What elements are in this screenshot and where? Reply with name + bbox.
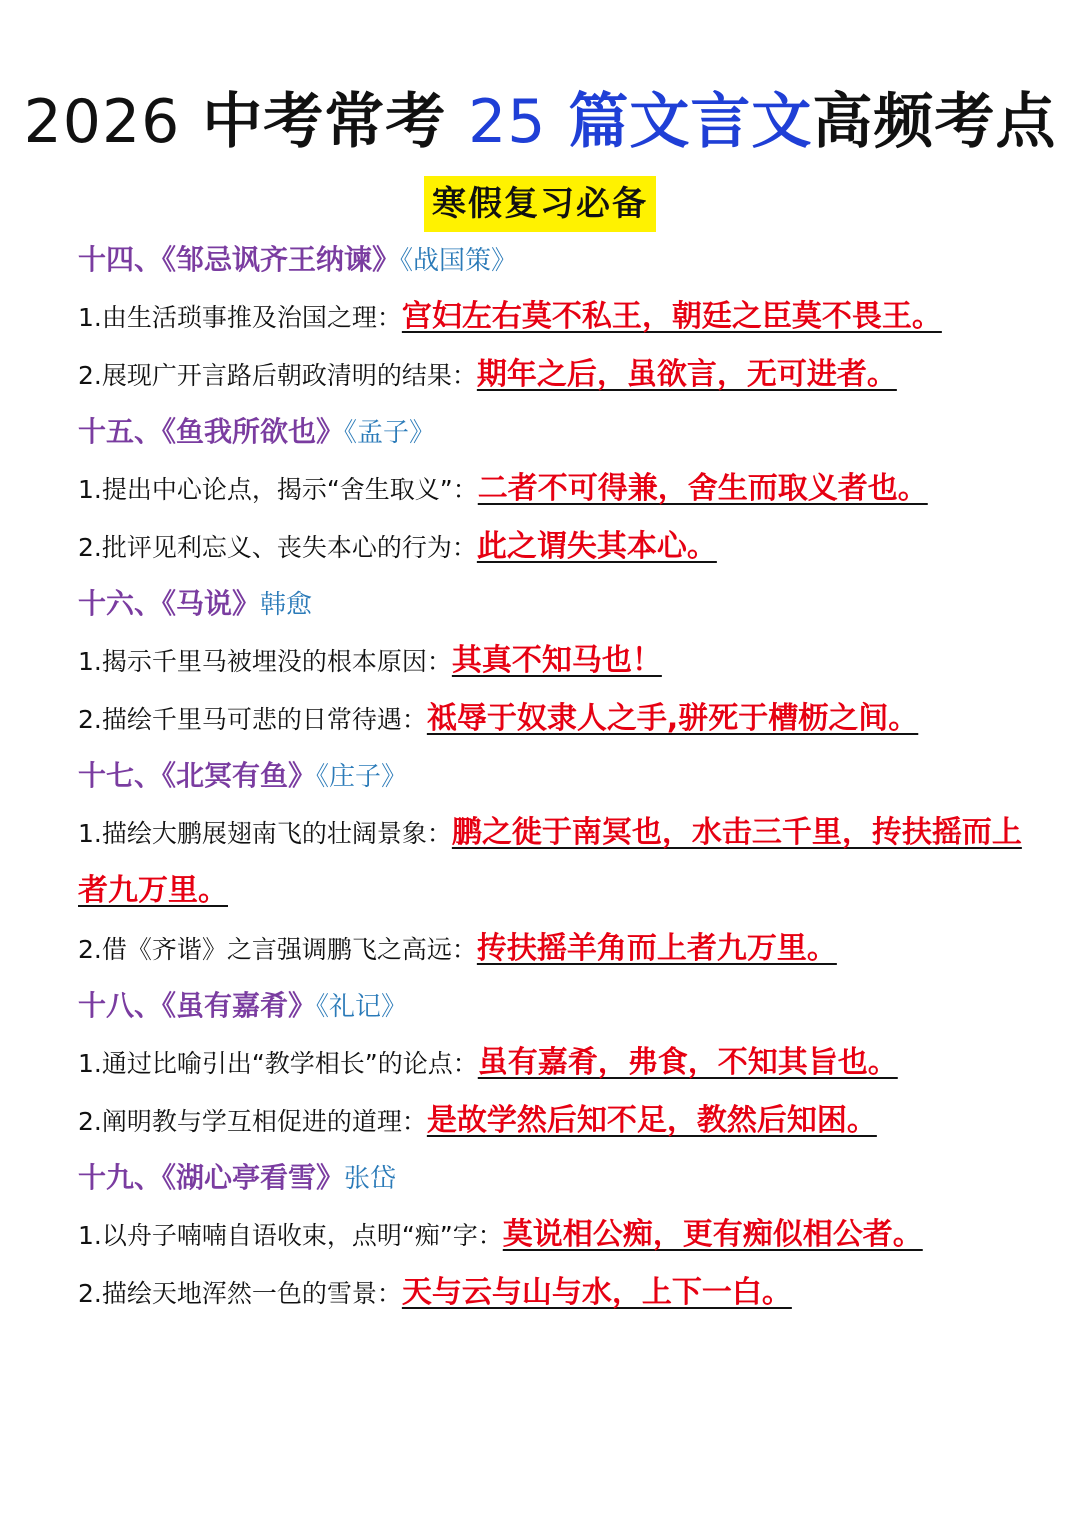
list-item bbox=[78, 288, 1038, 346]
section-source: 《战国策》 bbox=[400, 246, 518, 276]
subtitle-wrap bbox=[0, 176, 1080, 232]
section-title: 十九、《湖心亭看雪》 bbox=[78, 1161, 345, 1194]
item-answer: 天与云与山与水，上下一白。 bbox=[401, 1275, 792, 1310]
item-question: 1.提出中心论点，揭示“舍生取义”： bbox=[78, 475, 478, 504]
section-source: 《礼记》 bbox=[316, 992, 408, 1022]
section-title: 十四、《邹忌讽齐王纳谏》 bbox=[78, 243, 401, 276]
list-item bbox=[78, 1034, 1038, 1092]
title-text-blue: 篇文言文 bbox=[546, 87, 813, 157]
list-item bbox=[78, 460, 1038, 518]
section-source: 韩愈 bbox=[260, 590, 313, 620]
section-title: 十七、《北冥有鱼》 bbox=[78, 759, 317, 792]
item-question: 2.阐明教与学互相促进的道理： bbox=[78, 1107, 427, 1136]
item-answer: 期年之后，虽欲言，无可进者。 bbox=[476, 357, 897, 392]
section-heading bbox=[78, 748, 1038, 804]
section-title: 十八、《虽有嘉肴》 bbox=[78, 989, 317, 1022]
section-heading bbox=[78, 1150, 1038, 1206]
section-title: 十五、《鱼我所欲也》 bbox=[78, 415, 345, 448]
item-question: 2.描绘天地浑然一色的雪景： bbox=[78, 1279, 402, 1308]
item-answer: 此之谓失其本心。 bbox=[476, 529, 717, 564]
list-item bbox=[78, 1206, 1038, 1264]
list-item bbox=[78, 518, 1038, 576]
section-heading bbox=[78, 232, 1038, 288]
list-item bbox=[78, 690, 1038, 748]
section-title: 十六、《马说》 bbox=[78, 587, 261, 620]
item-answer: 是故学然后知不足，教然后知困。 bbox=[426, 1103, 877, 1138]
title-text-2: 高频考点 bbox=[812, 87, 1057, 157]
item-answer: 莫说相公痴，更有痴似相公者。 bbox=[502, 1217, 923, 1252]
page-title bbox=[0, 82, 1080, 162]
section-heading bbox=[78, 404, 1038, 460]
content bbox=[78, 232, 1038, 1322]
item-answer: 其真不知马也！ bbox=[451, 643, 662, 678]
item-question: 1.描绘大鹏展翅南飞的壮阔景象： bbox=[78, 819, 452, 848]
item-question: 2.批评见利忘义、丧失本心的行为： bbox=[78, 533, 477, 562]
title-text-1: 中考常考 bbox=[180, 87, 469, 157]
item-answer: 鹏之徙于南冥也，水击三千里，抟扶摇而上者九万里。 bbox=[78, 815, 1022, 908]
item-question: 1.由生活琐事推及治国之理： bbox=[78, 303, 402, 332]
section-source: 《庄子》 bbox=[316, 762, 408, 792]
list-item bbox=[78, 1092, 1038, 1150]
item-answer: 二者不可得兼，舍生而取义者也。 bbox=[477, 471, 928, 506]
section-source: 《孟子》 bbox=[344, 418, 436, 448]
section-heading bbox=[78, 978, 1038, 1034]
item-question: 2.描绘千里马可悲的日常待遇： bbox=[78, 705, 427, 734]
item-answer: 抟扶摇羊角而上者九万里。 bbox=[476, 931, 837, 966]
section-source: 张岱 bbox=[344, 1164, 397, 1194]
section-heading bbox=[78, 576, 1038, 632]
item-question: 1.以舟子喃喃自语收束，点明“痴”字： bbox=[78, 1221, 503, 1250]
title-count: 25 bbox=[468, 87, 547, 157]
item-question: 2.借《齐谐》之言强调鹏飞之高远： bbox=[78, 935, 477, 964]
item-answer: 祗辱于奴隶人之手,骈死于槽枥之间。 bbox=[426, 701, 919, 736]
item-answer: 虽有嘉肴，弗食，不知其旨也。 bbox=[477, 1045, 898, 1080]
item-question: 1.揭示千里马被埋没的根本原因： bbox=[78, 647, 452, 676]
title-year: 2026 bbox=[23, 87, 181, 157]
list-item bbox=[78, 346, 1038, 404]
item-answer: 宫妇左右莫不私王，朝廷之臣莫不畏王。 bbox=[401, 299, 942, 334]
list-item bbox=[78, 804, 1038, 920]
subtitle-highlight: 寒假复习必备 bbox=[424, 176, 656, 232]
list-item bbox=[78, 1264, 1038, 1322]
list-item bbox=[78, 920, 1038, 978]
item-question: 1.通过比喻引出“教学相长”的论点： bbox=[78, 1049, 478, 1078]
list-item bbox=[78, 632, 1038, 690]
item-question: 2.展现广开言路后朝政清明的结果： bbox=[78, 361, 477, 390]
